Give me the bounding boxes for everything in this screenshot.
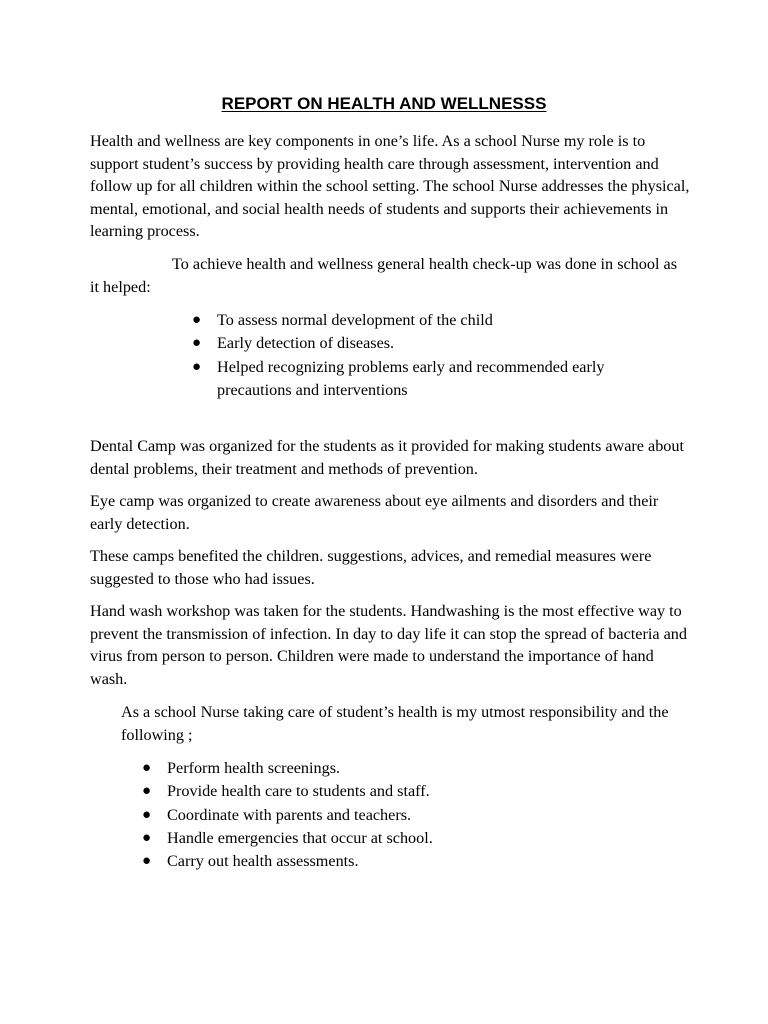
- camps-benefit-paragraph: These camps benefited the children. suggestions, advices, and remedial measures were suggested to those who had issues.: [90, 547, 652, 588]
- list-item: [192, 356, 662, 403]
- bullet-icon: ●: [142, 760, 152, 776]
- list-item-text: Helped recognizing problems early and recommended early precautions and interventions: [217, 357, 605, 399]
- list-item: [142, 804, 612, 827]
- hand-wash-paragraph: Hand wash workshop was taken for the students. Handwashing is the most effective way to prevent the transmission of infection. In day to day life it can stop the spread of bacteria and virus from person to person. Children were made to understand the importance of hand wash.: [90, 602, 687, 688]
- eye-camp-paragraph: Eye camp was organized to create awareness about eye ailments and disorders and their early detection.: [90, 492, 659, 533]
- list-item: [192, 309, 662, 332]
- bullet-icon: ●: [142, 783, 152, 800]
- bullet-icon: ●: [192, 312, 202, 328]
- list-item: [142, 850, 612, 873]
- bullet-icon: ●: [192, 358, 202, 375]
- intro-paragraph: Health and wellness are key components in one’s life. As a school Nurse my role is to support student’s success by providing health care through assessment, intervention and follow up for all children within the school setting. The school Nurse addresses the physical, mental, emotional, and social health needs of students and supports their achievements in learning process.: [90, 132, 690, 240]
- nurse-duties-list: [142, 757, 612, 873]
- checkup-intro-paragraph: [90, 253, 690, 298]
- list-item: [142, 757, 612, 780]
- list-item: [142, 827, 612, 850]
- list-item: [192, 332, 662, 355]
- list-item: [142, 780, 612, 803]
- checkup-benefits-list: [192, 309, 662, 402]
- list-item-text: Handle emergencies that occur at school.: [167, 828, 433, 847]
- bullet-icon: ●: [142, 853, 152, 870]
- checkup-intro-text: To achieve health and wellness general health check-up was done in school as it helped:: [90, 255, 677, 296]
- list-item-text: Carry out health assessments.: [167, 852, 359, 871]
- list-item-text: Provide health care to students and staff.: [167, 782, 430, 801]
- bullet-icon: ●: [192, 335, 202, 352]
- dental-camp-paragraph: Dental Camp was organized for the students as it provided for making students aware about dental problems, their treatment and methods of prevention.: [90, 437, 684, 478]
- list-item-text: To assess normal development of the child: [217, 311, 493, 329]
- list-item-text: Early detection of diseases.: [217, 334, 395, 353]
- bullet-icon: ●: [142, 806, 152, 823]
- nurse-responsibility-paragraph: As a school Nurse taking care of student’s health is my utmost responsibility and the following ;: [121, 703, 669, 744]
- report-title: REPORT ON HEALTH AND WELLNESSS: [221, 94, 547, 113]
- list-item-text: Perform health screenings.: [167, 759, 341, 777]
- bullet-icon: ●: [142, 829, 152, 846]
- list-item-text: Coordinate with parents and teachers.: [167, 805, 412, 824]
